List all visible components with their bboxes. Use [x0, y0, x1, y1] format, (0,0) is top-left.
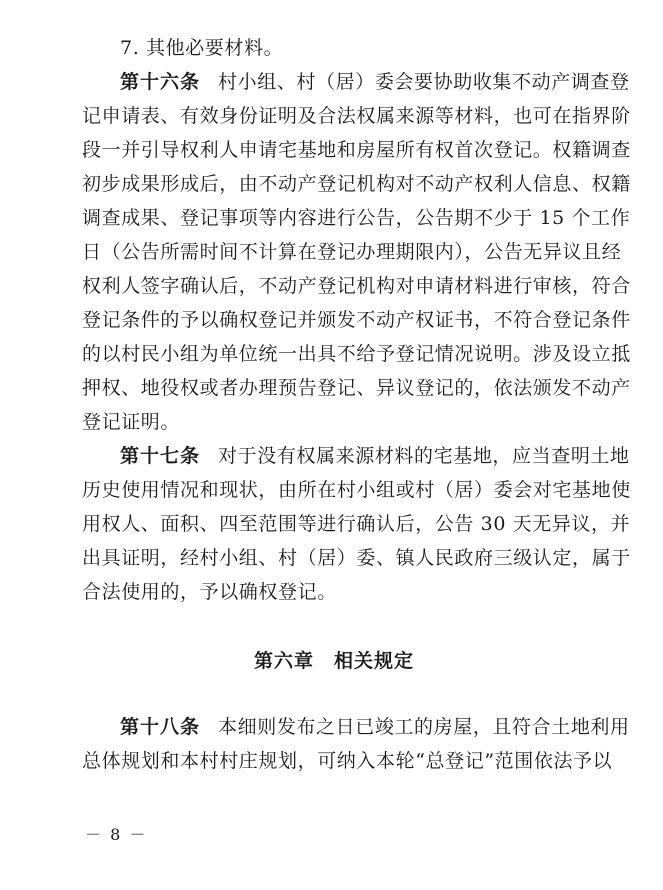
article-16-line: 段一并引导权利人申请宅基地和房屋所有权首次登记。权籍调查 [82, 139, 631, 161]
article-18-line: 本细则发布之日已竣工的房屋，且符合土地利用 [218, 716, 630, 738]
article-17-line: 合法使用的，予以确权登记。 [82, 581, 337, 603]
article-16-line: 登记证明。 [82, 411, 181, 433]
article-16-line: 登记条件的予以确权登记并颁发不动产权证书，不符合登记条件 [82, 309, 631, 331]
article-18-line: 总体规划和本村村庄规划，可纳入本轮“总登记”范围依法予以 [82, 750, 613, 772]
article-17-line: 用权人、面积、四至范围等进行确认后，公告 30 天无异议，并 [82, 513, 631, 535]
article-16-line: 押权、地役权或者办理预告登记、异议登记的，依法颁发不动产 [82, 377, 631, 399]
article-17-heading: 第十七条 [120, 445, 201, 467]
article-16-line: 权利人签字确认后，不动产登记机构对申请材料进行审核，符合 [82, 275, 631, 297]
article-16-heading: 第十六条 [120, 71, 201, 93]
article-16-line: 调查成果、登记事项等内容进行公告，公告期不少于 15 个工作 [82, 207, 631, 229]
chapter-heading: 第六章 相关规定 [253, 650, 414, 672]
article-16-line: 初步成果形成后，由不动产登记机构对不动产权利人信息、权籍 [82, 173, 631, 195]
article-16-line: 村小组、村（居）委会要协助收集不动产调查登 [218, 71, 630, 93]
article-18-heading: 第十八条 [120, 716, 201, 738]
page-number: － 8 － [85, 825, 148, 844]
list-item-7: 7. 其他必要材料。 [120, 37, 284, 59]
article-17-line: 历史使用情况和现状，由所在村小组或村（居）委会对宅基地使 [82, 479, 631, 501]
article-17-first-line [120, 441, 630, 471]
article-17-line: 对于没有权属来源材料的宅基地，应当查明土地 [218, 445, 630, 467]
article-18-first-line [120, 712, 630, 742]
article-16-line: 的以村民小组为单位统一出具不给予登记情况说明。涉及设立抵 [82, 343, 631, 365]
article-17-line: 出具证明，经村小组、村（居）委、镇人民政府三级认定，属于 [82, 547, 631, 569]
article-16-line: 记申请表、有效身份证明及合法权属来源等材料，也可在指界阶 [82, 105, 631, 127]
article-16-first-line [120, 67, 630, 97]
article-16-line: 日（公告所需时间不计算在登记办理期限内），公告无异议且经 [82, 241, 622, 263]
